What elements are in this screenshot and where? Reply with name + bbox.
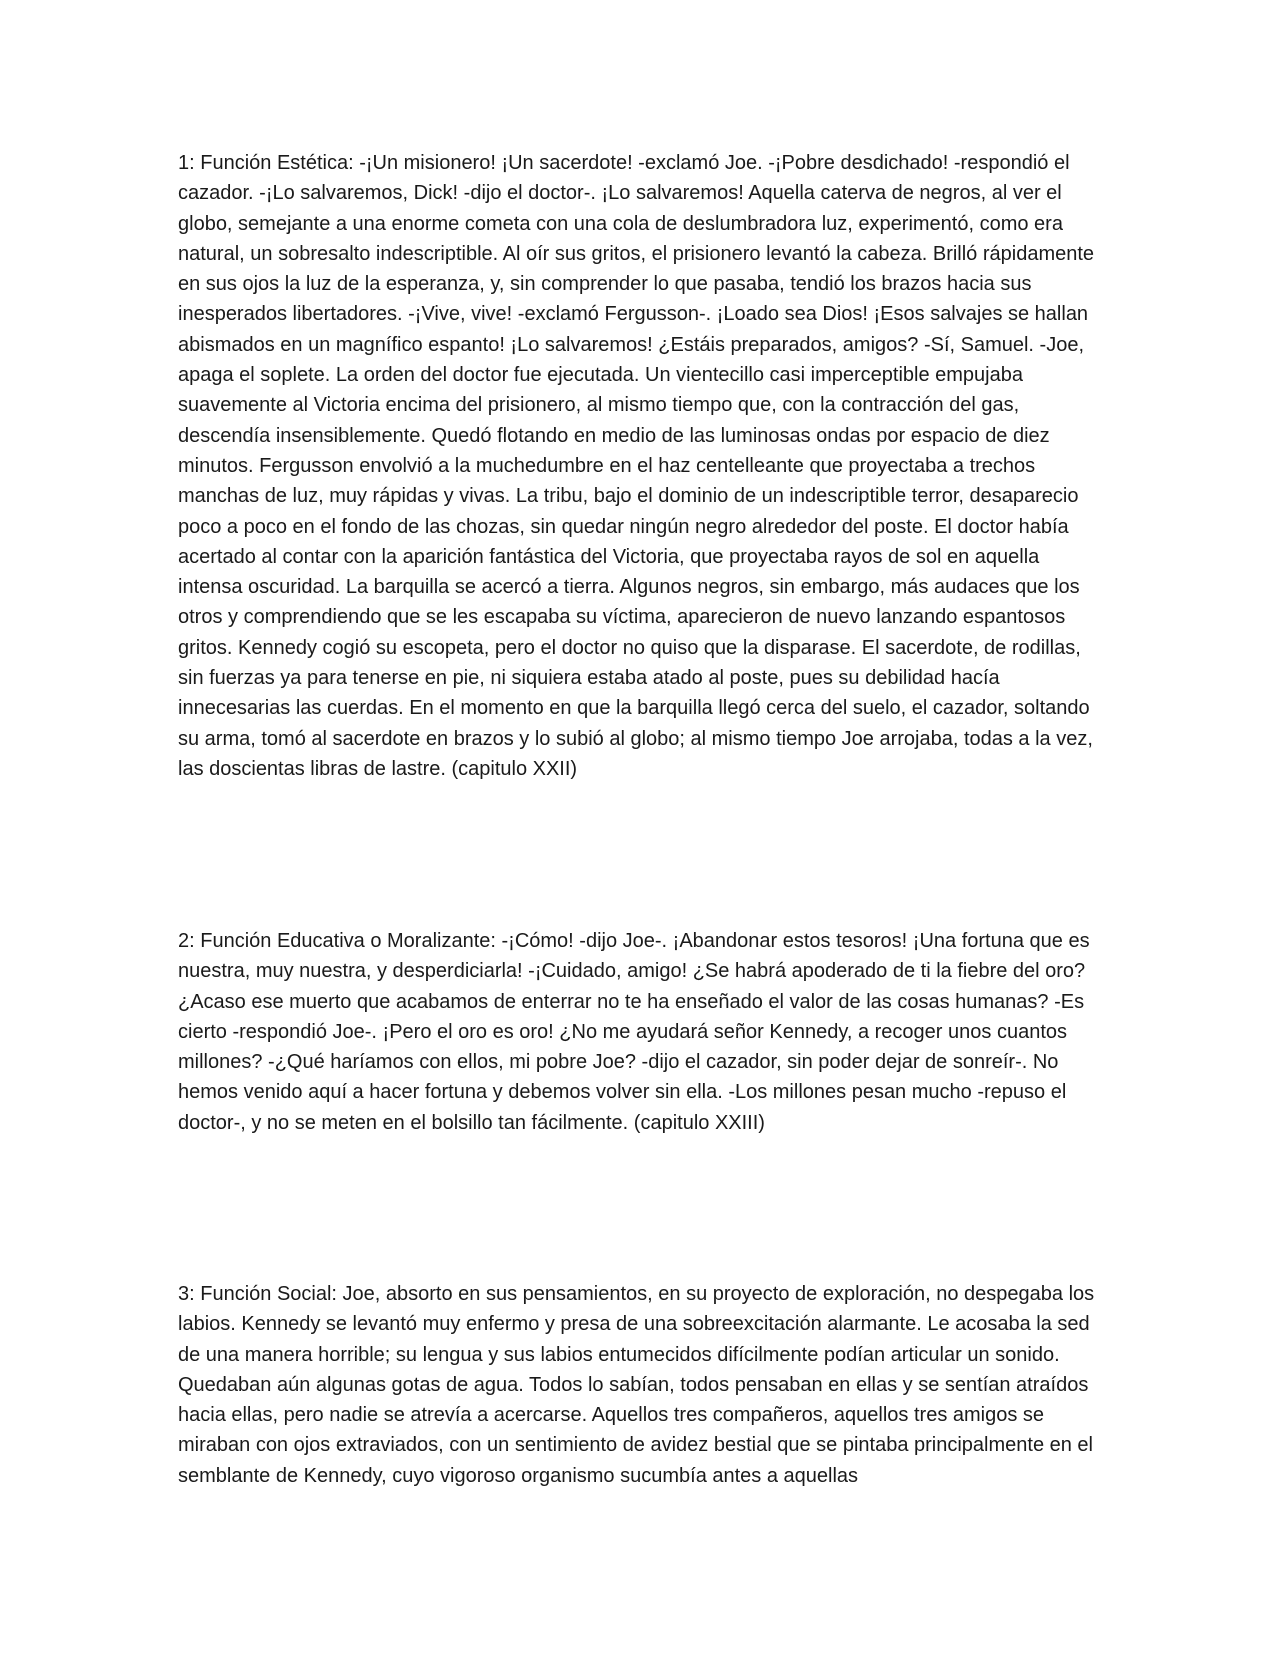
- paragraph-funcion-social: 3: Función Social: Joe, absorto en sus pensamientos, en su proyecto de exploración, no despegaba los labios. Kennedy se levantó muy enfermo y presa de una sobreexcitación alarmante. Le acosaba la sed de una manera horrible; su lengua y sus labios entumecidos difícilmente podían articular un sonido. Quedaban aún algunas gotas de agua. Todos lo sabían, todos pensaban en ellas y se sentían atraídos hacia ellas, pero nadie se atrevía a acercarse. Aquellos tres compañeros, aquellos tres amigos se miraban con ojos extraviados, con un sentimiento de avidez bestial que se pintaba principalmente en el semblante de Kennedy, cuyo vigoroso organismo sucumbía antes a aquellas: [178, 1283, 1095, 1487]
- paragraph-funcion-estetica: 1: Función Estética: -¡Un misionero! ¡Un sacerdote! -exclamó Joe. -¡Pobre desdichado! -respondió el cazador. -¡Lo salvaremos, Dick! -dijo el doctor-. ¡Lo salvaremos! Aquella caterva de negros, al ver el globo, semejante a una enorme cometa con una cola de deslumbradora luz, experimentó, como era natural, un sobresalto indescriptible. Al oír sus gritos, el prisionero levantó la cabeza. Brilló rápidamente en sus ojos la luz de la esperanza, y, sin comprender lo que pasaba, tendió los brazos hacia sus inesperados libertadores. -¡Vive, vive! -exclamó Fergusson-. ¡Loado sea Dios! ¡Esos salvajes se hallan abismados en un magnífico espanto! ¡Lo salvaremos! ¿Estáis preparados, amigos? -Sí, Samuel. -Joe, apaga el soplete. La orden del doctor fue ejecutada. Un vientecillo casi imperceptible empujaba suavemente al Victoria encima del prisionero, al mismo tiempo que, con la contracción del gas, descendía insensiblemente. Quedó flotando en medio de las luminosas ondas por espacio de diez minutos. Fergusson envolvió a la muchedumbre en el haz centelleante que proyectaba a trechos manchas de luz, muy rápidas y vivas. La tribu, bajo el dominio de un indescriptible terror, desaparecio poco a poco en el fondo de las chozas, sin quedar ningún negro alrededor del poste. El doctor había acertado al contar con la aparición fantástica del Victoria, que proyectaba rayos de sol en aquella intensa oscuridad. La barquilla se acercó a tierra. Algunos negros, sin embargo, más audaces que los otros y comprendiendo que se les escapaba su víctima, aparecieron de nuevo lanzando espantosos gritos. Kennedy cogió su escopeta, pero el doctor no quiso que la disparase. El sacerdote, de rodillas, sin fuerzas ya para tenerse en pie, ni siquiera estaba atado al poste, pues su debilidad hacía innecesarias las cuerdas. En el momento en que la barquilla llegó cerca del suelo, el cazador, soltando su arma, tomó al sacerdote en brazos y lo subió al globo; al mismo tiempo Joe arrojaba, todas a la vez, las doscientas libras de lastre. (capitulo XXII): [178, 152, 1095, 780]
- paragraph-funcion-educativa: 2: Función Educativa o Moralizante: -¡Cómo! -dijo Joe-. ¡Abandonar estos tesoros! ¡Una fortuna que es nuestra, muy nuestra, y desperdiciarla! -¡Cuidado, amigo! ¿Se habrá apoderado de ti la fiebre del oro? ¿Acaso ese muerto que acabamos de enterrar no te ha enseñado el valor de las cosas humanas? -Es cierto -respondió Joe-. ¡Pero el oro es oro! ¿No me ayudará señor Kennedy, a recoger unos cuantos millones? -¿Qué haríamos con ellos, mi pobre Joe? -dijo el cazador, sin poder dejar de sonreír-. No hemos venido aquí a hacer fortuna y debemos volver sin ella. -Los millones pesan mucho -repuso el doctor-, y no se meten en el bolsillo tan fácilmente. (capitulo XXIII): [178, 930, 1090, 1134]
